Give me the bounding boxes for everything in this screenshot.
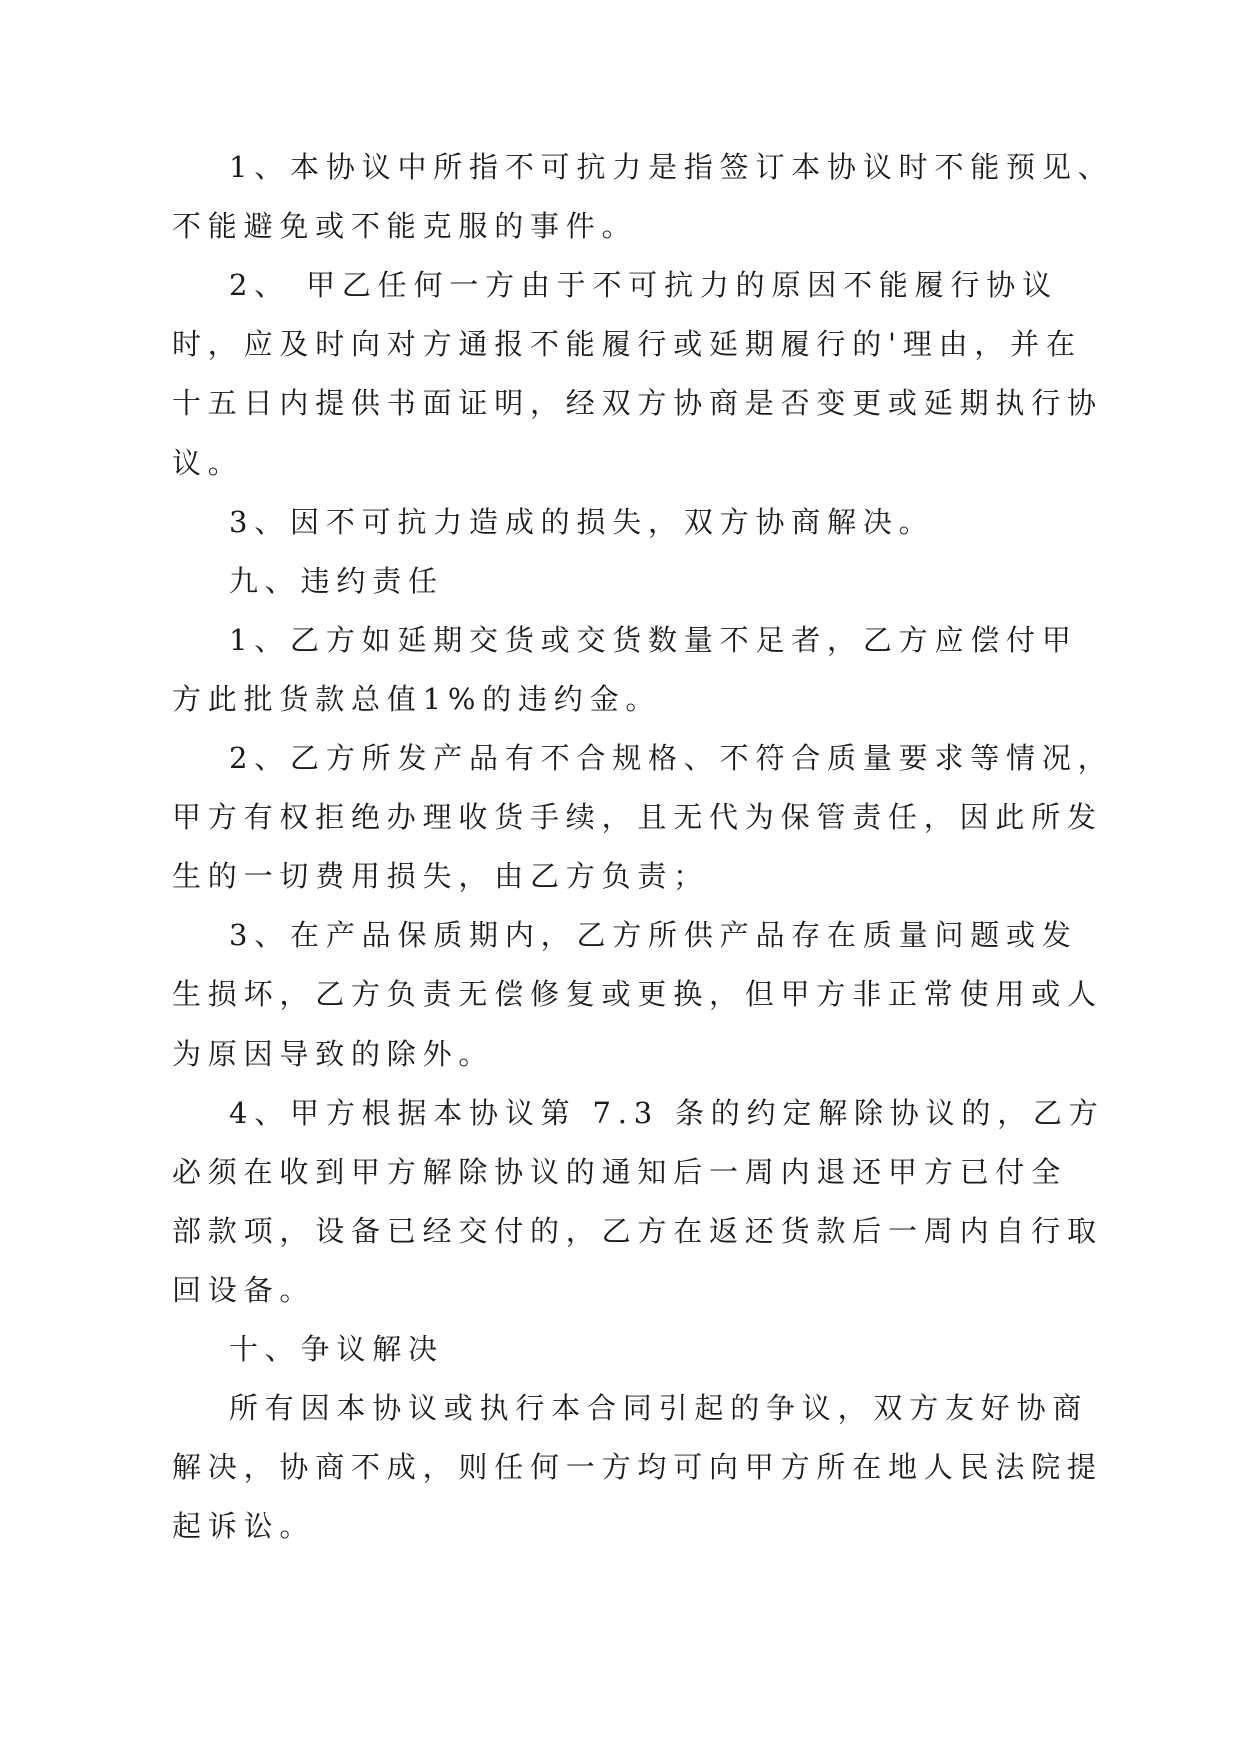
text-line: 所有因本协议或执行本合同引起的争议，双方友好协商 (229, 1391, 1089, 1426)
text-line: 九、违约责任 (229, 563, 444, 598)
text-line: 4、甲方根据本协议第 7.3 条的约定解除协议的，乙方 (229, 1095, 1105, 1130)
text-line: 1、乙方如延期交货或交货数量不足者，乙方应偿付甲 (229, 622, 1078, 657)
text-line: 议。 (172, 445, 244, 480)
text-line: 解决，协商不成，则任何一方均可向甲方所在地人民法院提 (172, 1450, 1103, 1485)
text-line: 2、乙方所发产品有不合规格、不符合质量要求等情况， (229, 741, 1114, 775)
text-line: 为原因导致的除外。 (172, 1036, 495, 1071)
text-line: 起诉讼。 (172, 1509, 316, 1544)
text-line: 时，应及时向对方通报不能履行或延期履行的'理由，并在 (172, 327, 1082, 362)
text-line: 3、因不可抗力造成的损失，双方协商解决。 (229, 504, 935, 539)
text-line: 3、在产品保质期内，乙方所供产品存在质量问题或发 (229, 918, 1078, 953)
text-line: 生损坏，乙方负责无偿修复或更换，但甲方非正常使用或人 (172, 977, 1103, 1012)
text-line: 十五日内提供书面证明，经双方协商是否变更或延期执行协 (172, 386, 1103, 421)
text-line: 甲方有权拒绝办理收货手续，且无代为保管责任，因此所发 (172, 800, 1103, 835)
text-line: 部款项，设备已经交付的，乙方在返还货款后一周内自行取 (172, 1213, 1103, 1248)
text-line: 十、争议解决 (229, 1332, 444, 1366)
text-line: 方此批货款总值1%的违约金。 (172, 681, 662, 716)
text-line: 必须在收到甲方解除协议的通知后一周内退还甲方已付全 (172, 1154, 1068, 1189)
text-line: 不能避免或不能克服的事件。 (172, 209, 638, 244)
text-line: 2、 甲乙任何一方由于不可抗力的原因不能履行协议 (229, 268, 1058, 303)
text-line: 回设备。 (172, 1272, 316, 1307)
text-line: 生的一切费用损失，由乙方负责； (172, 859, 710, 894)
text-line: 1、本协议中所指不可抗力是指签订本协议时不能预见、 (229, 150, 1114, 184)
